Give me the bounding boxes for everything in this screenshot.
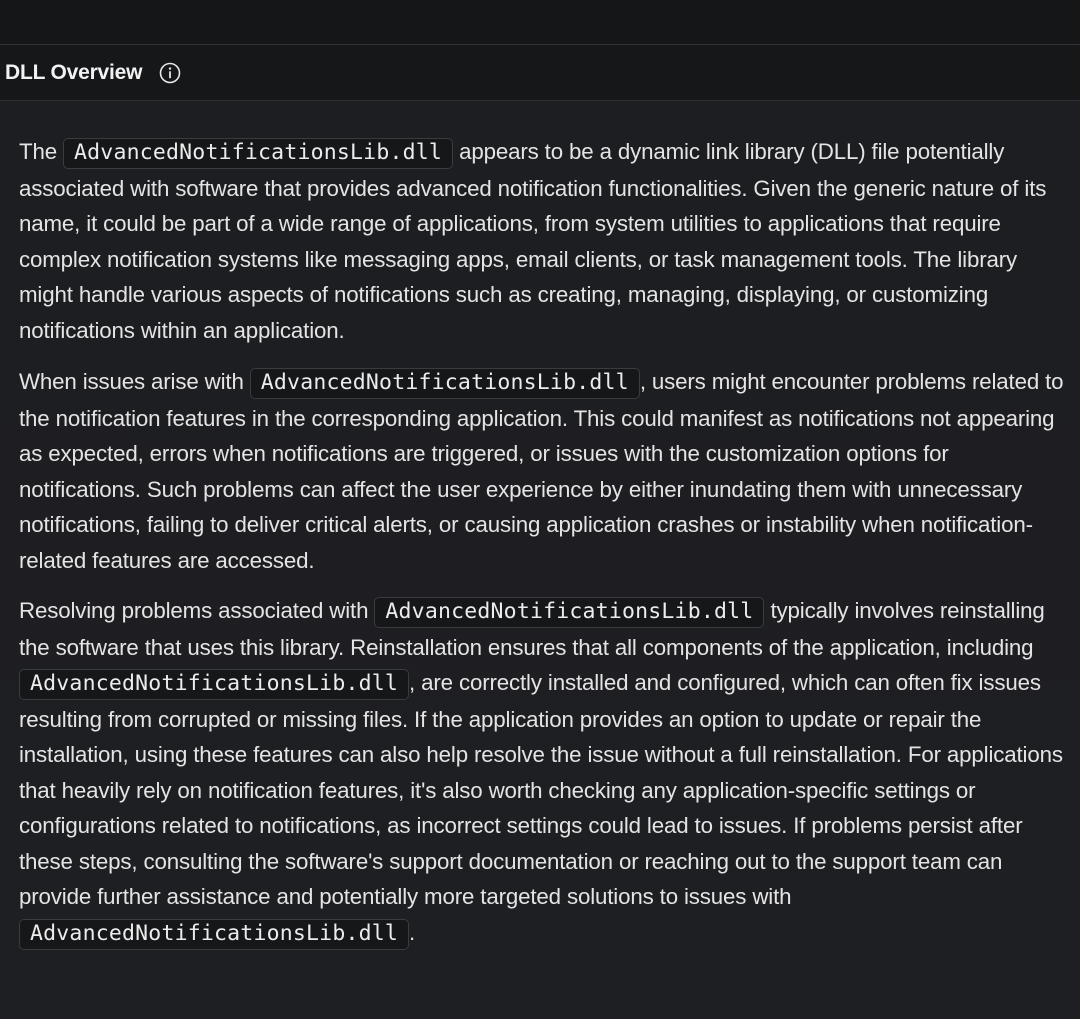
overview-paragraph-3: [19, 593, 1074, 951]
text: typically involves reinstalling the software that uses this library. Reinstallation ensures that all components of the application, including: [19, 598, 1045, 660]
text: .: [409, 919, 416, 945]
dll-filename-code: AdvancedNotificationsLib.dll: [19, 669, 409, 700]
text: When issues arise with: [19, 369, 250, 394]
text: Resolving problems associated with: [19, 598, 375, 623]
dll-filename-code: AdvancedNotificationsLib.dll: [250, 368, 640, 399]
overview-paragraph-2: [19, 364, 1074, 578]
dll-filename-code: AdvancedNotificationsLib.dll: [63, 138, 453, 169]
info-icon[interactable]: [159, 62, 181, 84]
overview-paragraph-1: [19, 134, 1074, 348]
text: The: [19, 139, 64, 164]
top-toolbar-area: [0, 0, 1080, 45]
text: , users might encounter problems related to the notification features in the corresponding application. This could manifest as notifications not appearing as expected, errors when notifications are triggered, or issues with the customization options for notifications. Such problems can affect the user experience by either inundating them with unnecessary notifications, failing to deliver critical alerts, or causing application crashes or instability when notification-related features are accessed.: [19, 369, 1064, 573]
dll-filename-code: AdvancedNotificationsLib.dll: [19, 919, 409, 950]
dll-filename-code: AdvancedNotificationsLib.dll: [374, 597, 764, 628]
text: , are correctly installed and configured, which can often fix issues resulting from corrupted or missing files. If the application provides an option to update or repair the installation, using these features can also help resolve the issue without a full reinstallation. For applications that heavily rely on notification features, it's also worth checking any application-specific settings or configurations related to notifications, as incorrect settings could lead to issues. If problems persist after these steps, consulting the software's support documentation or reaching out to the support team can provide further assistance and potentially more targeted solutions to issues with: [19, 670, 1063, 909]
section-header: [0, 45, 1080, 101]
section-title: DLL Overview: [5, 60, 143, 84]
overview-content: [0, 101, 1080, 1019]
text: appears to be a dynamic link library (DLL) file potentially associated with software that provides advanced notification functionalities. Given the generic nature of its name, it could be part of a wide range of applications, from system utilities to applications that require complex notification systems like messaging apps, email clients, or task management tools. The library might handle various aspects of notifications such as creating, managing, displaying, or customizing notifications within an application.: [19, 139, 1047, 343]
